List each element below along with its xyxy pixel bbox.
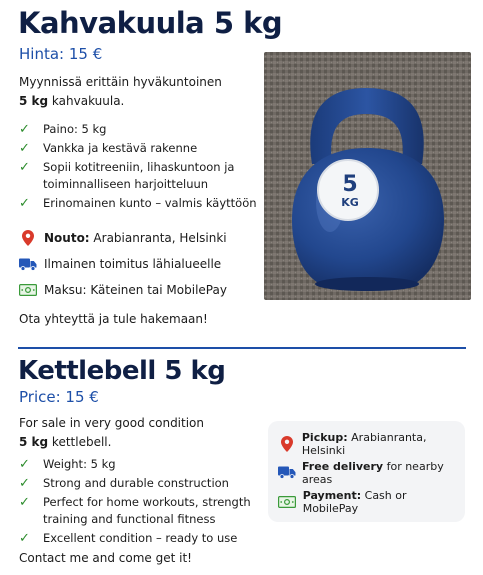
en-intro bbox=[19, 414, 259, 452]
en-payment-text bbox=[303, 489, 455, 515]
fi-closing: Ota yhteyttä ja tule hakemaan! bbox=[19, 312, 208, 326]
fi-price: Hinta: 15 € bbox=[19, 45, 103, 63]
check-icon: ✓ bbox=[19, 476, 30, 491]
en-info-card bbox=[268, 421, 465, 522]
en-closing: Contact me and come get it! bbox=[19, 551, 192, 565]
en-feature-text: Strong and durable construction bbox=[43, 476, 229, 490]
check-icon: ✓ bbox=[19, 160, 30, 175]
fi-intro-weight: 5 kg bbox=[19, 94, 49, 108]
map-pin-icon bbox=[18, 230, 38, 246]
kettlebell-photo bbox=[264, 52, 471, 300]
check-icon: ✓ bbox=[19, 196, 30, 211]
fi-info-list bbox=[18, 225, 227, 303]
list-item bbox=[19, 456, 259, 473]
truck-icon bbox=[18, 258, 38, 271]
fi-payment-row bbox=[18, 277, 227, 303]
check-icon: ✓ bbox=[19, 531, 30, 546]
list-item bbox=[19, 140, 259, 157]
en-delivery-row bbox=[278, 458, 455, 487]
section-divider bbox=[18, 347, 466, 349]
en-pickup-text bbox=[302, 431, 455, 457]
fi-feature-text: Vankka ja kestävä rakenne bbox=[43, 141, 198, 155]
check-icon: ✓ bbox=[19, 141, 30, 156]
list-item bbox=[19, 121, 259, 138]
banknote-icon bbox=[18, 284, 38, 296]
fi-intro-rest: kahvakuula. bbox=[48, 94, 125, 108]
list-item bbox=[19, 195, 259, 212]
list-item bbox=[19, 530, 259, 547]
banknote-icon bbox=[278, 496, 297, 508]
en-feature-text: Excellent condition – ready to use bbox=[43, 531, 238, 545]
fi-pickup-value: Arabianranta, Helsinki bbox=[89, 231, 227, 245]
en-pickup-value: Arabianranta, Helsinki bbox=[301, 430, 427, 457]
truck-icon bbox=[278, 466, 296, 479]
list-item bbox=[19, 475, 259, 492]
en-intro-line1: For sale in very good condition bbox=[19, 416, 205, 430]
map-pin-icon bbox=[278, 436, 296, 452]
fi-feature-list bbox=[19, 121, 259, 214]
kettlebell-weight-number: 5 bbox=[342, 172, 358, 197]
en-feature-text: Perfect for home workouts, strength training and functional fitness bbox=[43, 495, 251, 526]
fi-pickup-text bbox=[44, 231, 227, 245]
fi-delivery-text: Ilmainen toimitus lähialueelle bbox=[44, 257, 222, 271]
en-feature-list bbox=[19, 456, 259, 549]
list-item bbox=[19, 159, 259, 193]
check-icon: ✓ bbox=[19, 122, 30, 137]
fi-pickup-label: Nouto: bbox=[44, 231, 90, 245]
fi-payment-text: Maksu: Käteinen tai MobilePay bbox=[44, 283, 227, 297]
check-icon: ✓ bbox=[19, 457, 30, 472]
en-intro-rest: kettlebell. bbox=[48, 435, 112, 449]
en-pickup-label: Pickup: bbox=[301, 430, 348, 444]
en-intro-weight: 5 kg bbox=[19, 435, 49, 449]
fi-delivery-row bbox=[18, 251, 227, 277]
fi-intro-line1: Myynnissä erittäin hyväkuntoinen bbox=[19, 75, 222, 89]
kettlebell-weight-unit: KG bbox=[341, 196, 359, 209]
fi-feature-text: Erinomainen kunto – valmis käyttöön bbox=[43, 196, 257, 210]
en-price: Price: 15 € bbox=[19, 388, 99, 406]
en-delivery-text bbox=[302, 460, 455, 486]
en-payment-value: Cash or MobilePay bbox=[302, 488, 407, 515]
en-title: Kettlebell 5 kg bbox=[18, 356, 226, 386]
en-delivery-label: Free delivery bbox=[302, 459, 384, 473]
list-item bbox=[19, 494, 259, 528]
en-intro-line2 bbox=[19, 433, 259, 452]
fi-intro-line2 bbox=[19, 92, 259, 111]
en-feature-text: Weight: 5 kg bbox=[43, 457, 116, 471]
fi-pickup-row bbox=[18, 225, 227, 251]
fi-feature-text: Sopii kotitreeniin, lihaskuntoon ja toiminnalliseen harjoitteluun bbox=[43, 160, 235, 191]
en-payment-label: Payment: bbox=[302, 488, 362, 502]
check-icon: ✓ bbox=[19, 495, 30, 510]
en-payment-row bbox=[278, 487, 455, 516]
en-delivery-value: for nearby areas bbox=[302, 459, 444, 486]
fi-feature-text: Paino: 5 kg bbox=[43, 122, 107, 136]
fi-title: Kahvakuula 5 kg bbox=[18, 6, 283, 40]
en-pickup-row bbox=[278, 429, 455, 458]
fi-intro bbox=[19, 73, 259, 111]
